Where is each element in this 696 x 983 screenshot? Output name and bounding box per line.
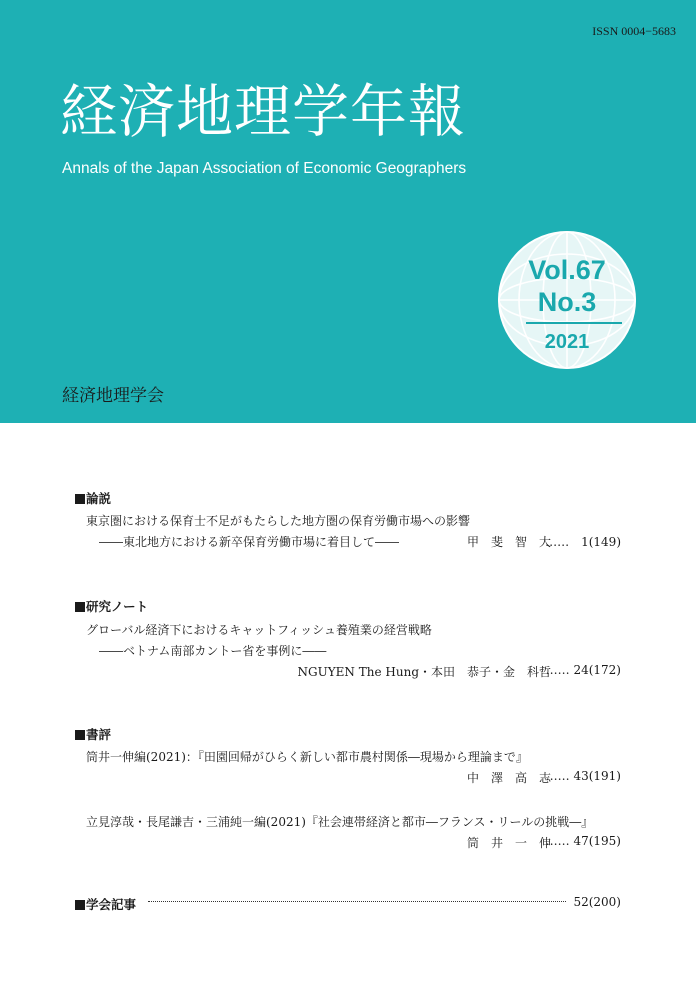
entry-subtitle: ――東北地方における新卒保育労働市場に着目して―― xyxy=(99,535,400,549)
entry-author: NGUYEN The Hung・本田 恭子・金 科哲 xyxy=(297,665,551,679)
issn-number: ISSN 0004−5683 xyxy=(592,24,676,38)
entry-page: 52(200) xyxy=(573,895,621,909)
entry-author: 甲 斐 智 大 xyxy=(466,535,551,549)
issue-number: No.3 xyxy=(537,287,597,317)
journal-title-english: Annals of the Japan Association of Economic Geographers xyxy=(62,160,467,177)
section-heading-articles: 論説 xyxy=(75,489,111,507)
entry-page: …… 43(191) xyxy=(545,769,621,783)
entry-subtitle: ――ベトナム南部カントー省を事例に―― xyxy=(99,644,327,658)
entry-title: 東京圏における保育士不足がもたらした地方圏の保育労働市場への影響 xyxy=(86,514,471,528)
square-bullet-icon xyxy=(75,900,85,910)
entry-author: 筒 井 一 伸 xyxy=(466,836,551,850)
section-heading-book-reviews: 書評 xyxy=(75,725,111,743)
section-heading-society-news: 学会記事 xyxy=(75,895,136,913)
entry-title: グローバル経済下におけるキャットフィッシュ養殖業の経営戦略 xyxy=(86,623,432,637)
entry-title: 筒井一伸編(2021)：『田園回帰がひらく新しい都市農村関係―現場から理論まで』 xyxy=(86,750,528,764)
entry-page: …… 47(195) xyxy=(545,834,621,848)
leader-dots xyxy=(148,901,566,902)
section-heading-research-notes: 研究ノート xyxy=(75,597,148,615)
entry-author: 中 澤 高 志 xyxy=(466,771,551,785)
journal-title-japanese: 経済地理学年報 xyxy=(60,79,466,145)
entry-page: …… 24(172) xyxy=(545,663,621,677)
entry-title: 立見淳哉・長尾謙吉・三浦純一編(2021)『社会連帯経済と都市―フランス・リールの挑戦―』 xyxy=(86,815,594,829)
square-bullet-icon xyxy=(75,730,85,740)
publication-year: 2021 xyxy=(544,331,590,353)
square-bullet-icon xyxy=(75,494,85,504)
publisher-name: 経済地理学会 xyxy=(62,386,164,406)
square-bullet-icon xyxy=(75,602,85,612)
entry-page: …… 1(149) xyxy=(545,535,621,549)
volume-number: Vol.67 xyxy=(528,255,606,285)
